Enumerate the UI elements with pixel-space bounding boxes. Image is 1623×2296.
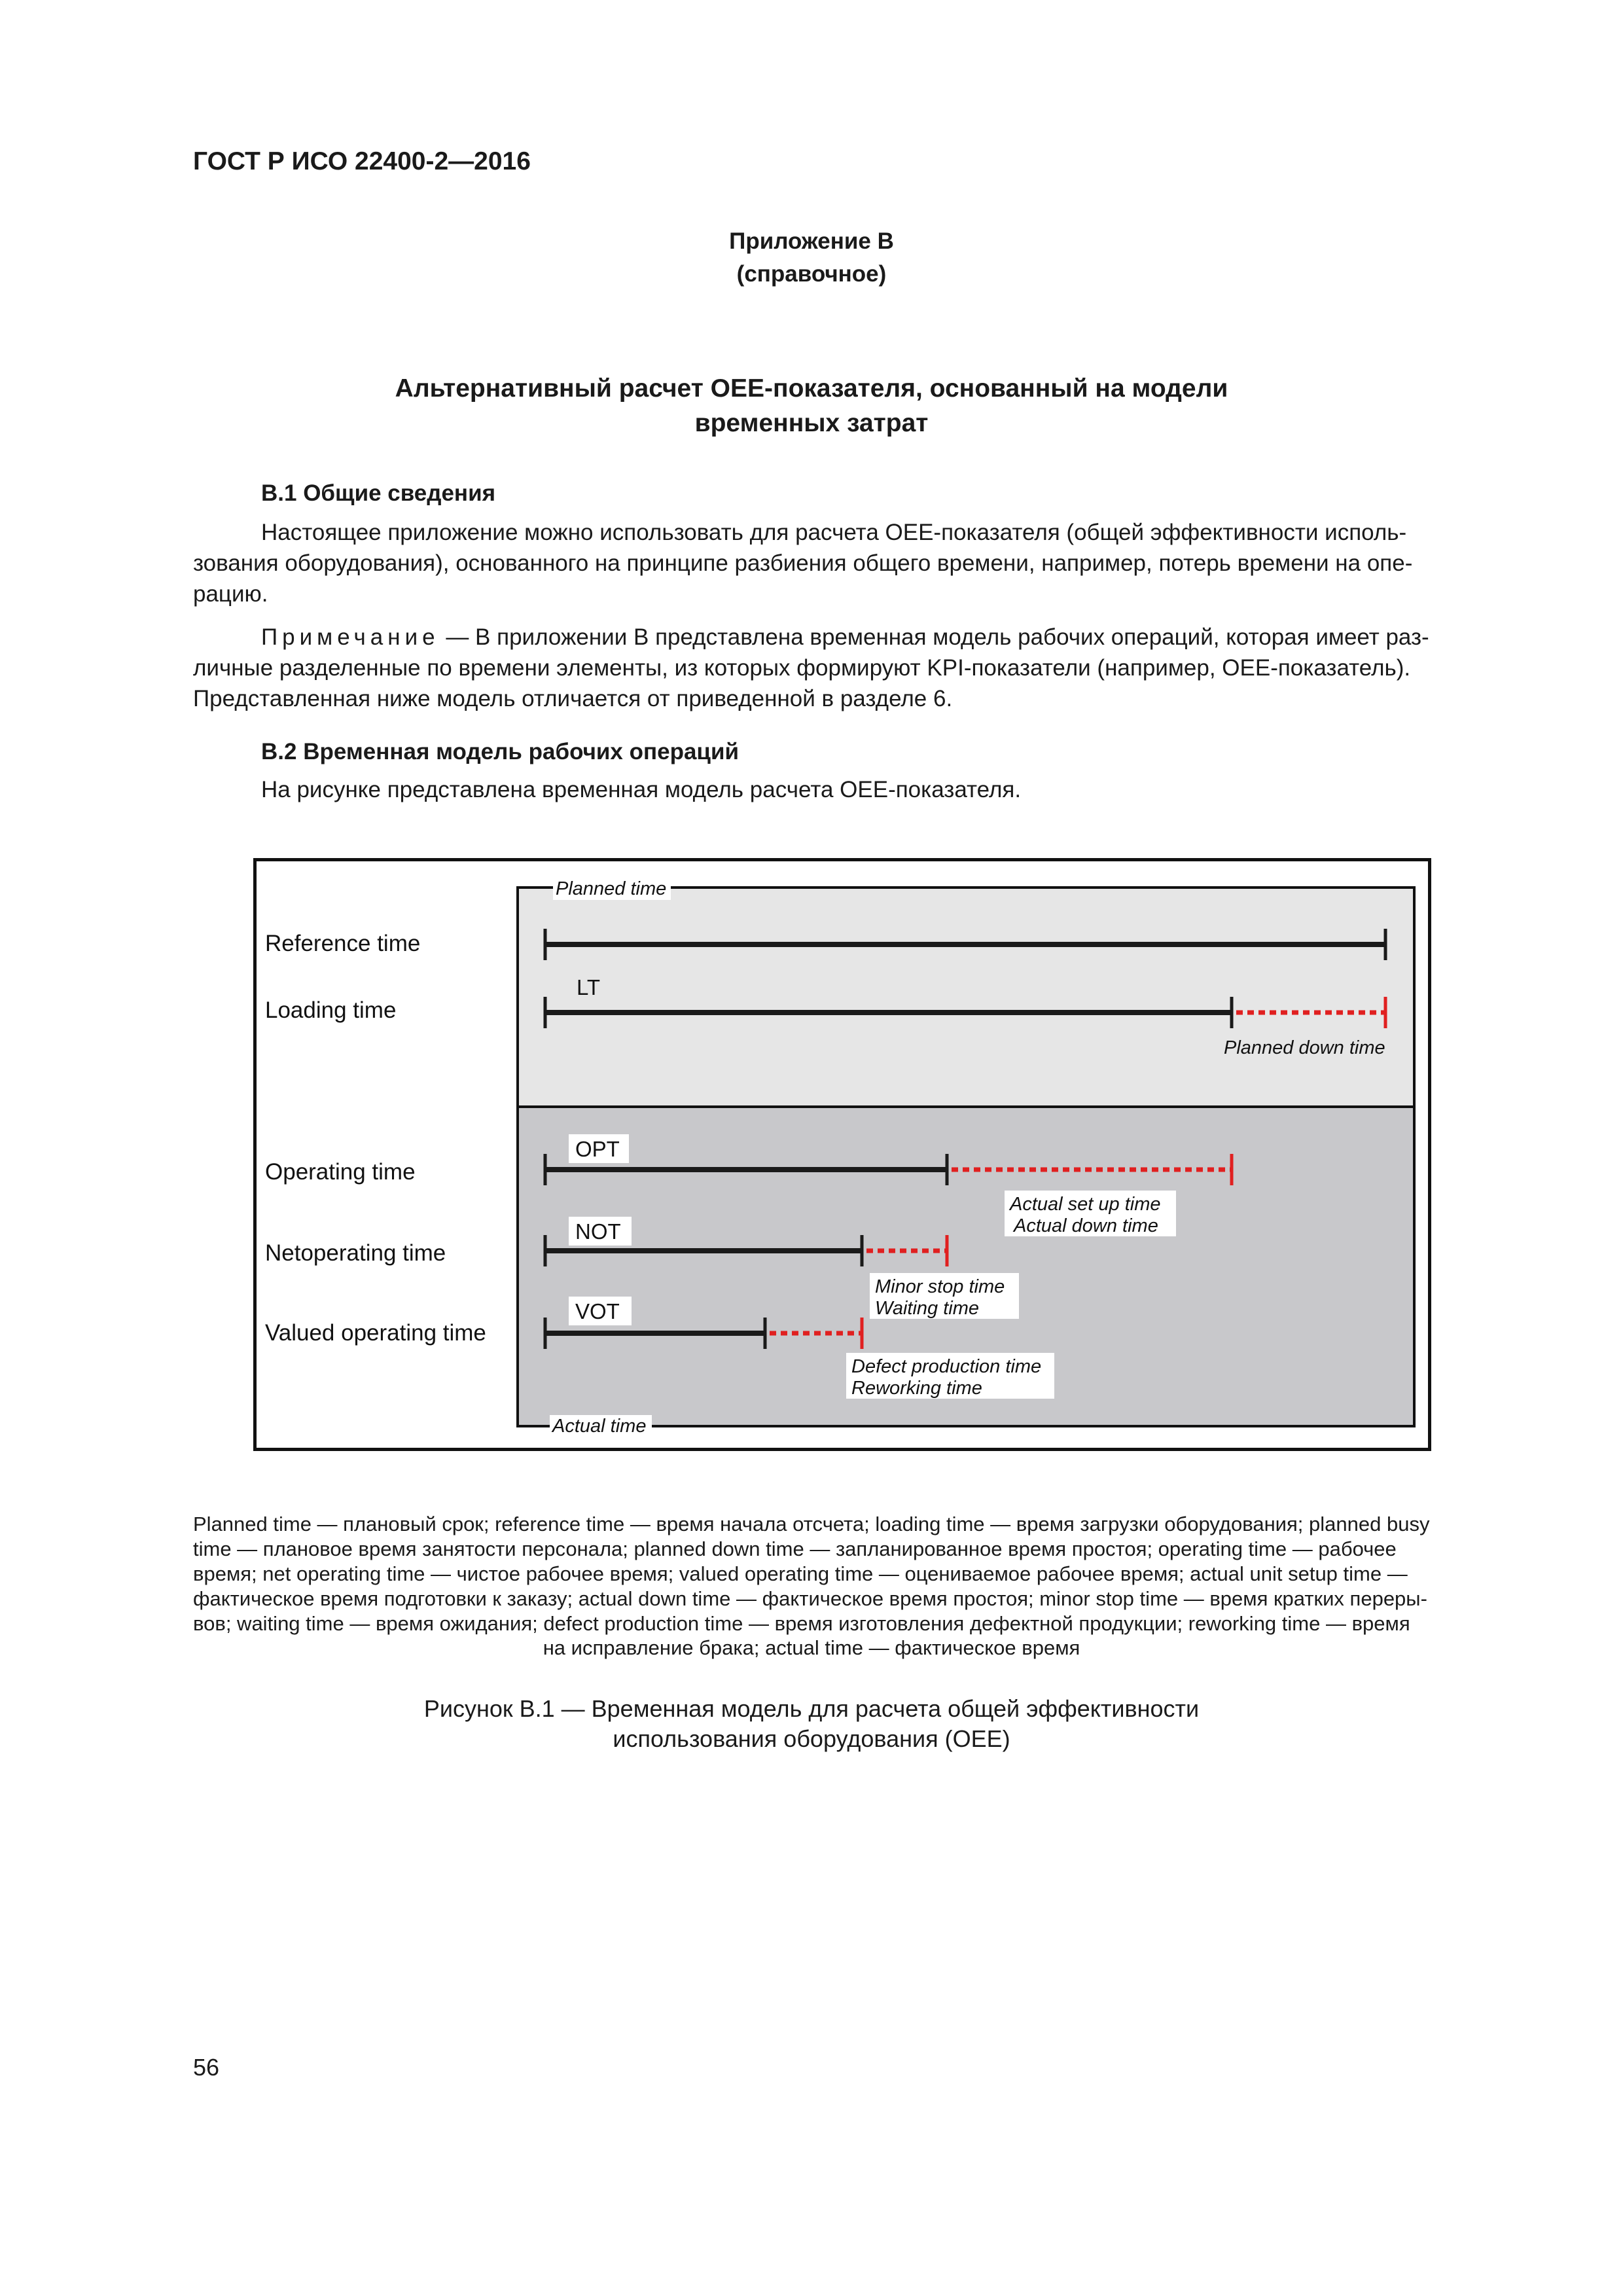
defect-label: Defect production time	[851, 1356, 1042, 1377]
down-label: Actual down time	[1014, 1215, 1158, 1236]
paragraph-line: Настоящее приложение можно использовать для расчета OEE-показателя (общей эффективности исполь-	[261, 520, 1407, 545]
note-text: — В приложении В представлена временная модель рабочих операций, которая имеет раз-	[439, 624, 1429, 650]
minor-stop-label: Minor stop time	[875, 1276, 1005, 1297]
section-b2-paragraph: На рисунке представлена временная модель расчета OEE-показателя.	[261, 777, 1022, 802]
section-b1-note	[193, 622, 1495, 714]
legend-line: вов; waiting time — время ожидания; defect production time — время изготовления дефектной продукции; reworking time — время	[193, 1612, 1410, 1635]
annex-number: Приложение В	[729, 228, 894, 254]
rework-label: Reworking time	[851, 1378, 982, 1399]
note-line: личные разделенные по времени элементы, из которых формируют KPI-показатели (например, OEE-показатель).	[193, 655, 1411, 681]
planned-down-label: Planned down time	[1224, 1037, 1385, 1058]
row-label-loading: Loading time	[265, 997, 397, 1023]
note-line: Представленная ниже модель отличается от приведенной в разделе 6.	[193, 686, 953, 711]
section-b1-paragraph	[193, 517, 1495, 609]
setup-label: Actual set up time	[1010, 1194, 1161, 1215]
legend-line: Planned time — плановый срок; reference time — время начала отсчета; loading time — время загрузки оборудования; planned busy	[193, 1513, 1430, 1535]
planned-time-label: Planned time	[556, 878, 667, 899]
row-label-netoperating: Netoperating time	[265, 1240, 446, 1266]
paragraph-line: рацию.	[193, 581, 268, 607]
figure-caption	[0, 1694, 1623, 1754]
paragraph-line: зования оборудования), основанного на принципе разбиения общего времени, например, потерь времени на опе-	[193, 550, 1413, 576]
row-label-reference: Reference time	[265, 931, 421, 956]
bar-tag-opt: OPT	[575, 1137, 620, 1161]
legend-line: time — плановое время занятости персонала; planned down time — запланированное время простоя; operating time — рабочее	[193, 1537, 1397, 1560]
row-label-operating: Operating time	[265, 1159, 416, 1185]
caption-line1: Рисунок В.1 — Временная модель для расчета общей эффективности	[423, 1695, 1200, 1722]
waiting-label: Waiting time	[875, 1298, 980, 1319]
legend-line: фактическое время подготовки к заказу; actual down time — фактическое время простоя; minor stop time — время кратких переры-	[193, 1587, 1427, 1610]
standard-code: ГОСТ Р ИСО 22400-2—2016	[193, 147, 531, 175]
figure-legend	[193, 1512, 1495, 1636]
annex-title	[0, 225, 1623, 291]
bar-tag-vot: VOT	[575, 1299, 620, 1323]
section-b2-title: В.2 Временная модель рабочих операций	[261, 739, 739, 764]
annex-heading-line1: Альтернативный расчет OEE-показателя, основанный на модели	[395, 374, 1228, 403]
time-model-diagram	[253, 858, 1431, 1451]
bar-tag-lt: LT	[577, 975, 601, 999]
row-label-valued: Valued operating time	[265, 1320, 486, 1346]
annex-heading	[0, 371, 1623, 440]
section-b1-title: В.1 Общие сведения	[261, 480, 496, 506]
note-label: Примечание	[261, 624, 440, 650]
legend-last-line: на исправление брака; actual time — фактическое время	[543, 1636, 1080, 1659]
annex-heading-line2: временных затрат	[694, 409, 929, 437]
bar-tag-not: NOT	[575, 1219, 621, 1244]
caption-line2: использования оборудования (OEE)	[613, 1725, 1010, 1752]
annex-kind: (справочное)	[736, 261, 887, 287]
page-number: 56	[193, 2054, 220, 2081]
actual-time-label: Actual time	[552, 1416, 647, 1437]
legend-line: время; net operating time — чистое рабочее время; valued operating time — оцениваемое рабочее время; actual unit setup time —	[193, 1562, 1408, 1585]
